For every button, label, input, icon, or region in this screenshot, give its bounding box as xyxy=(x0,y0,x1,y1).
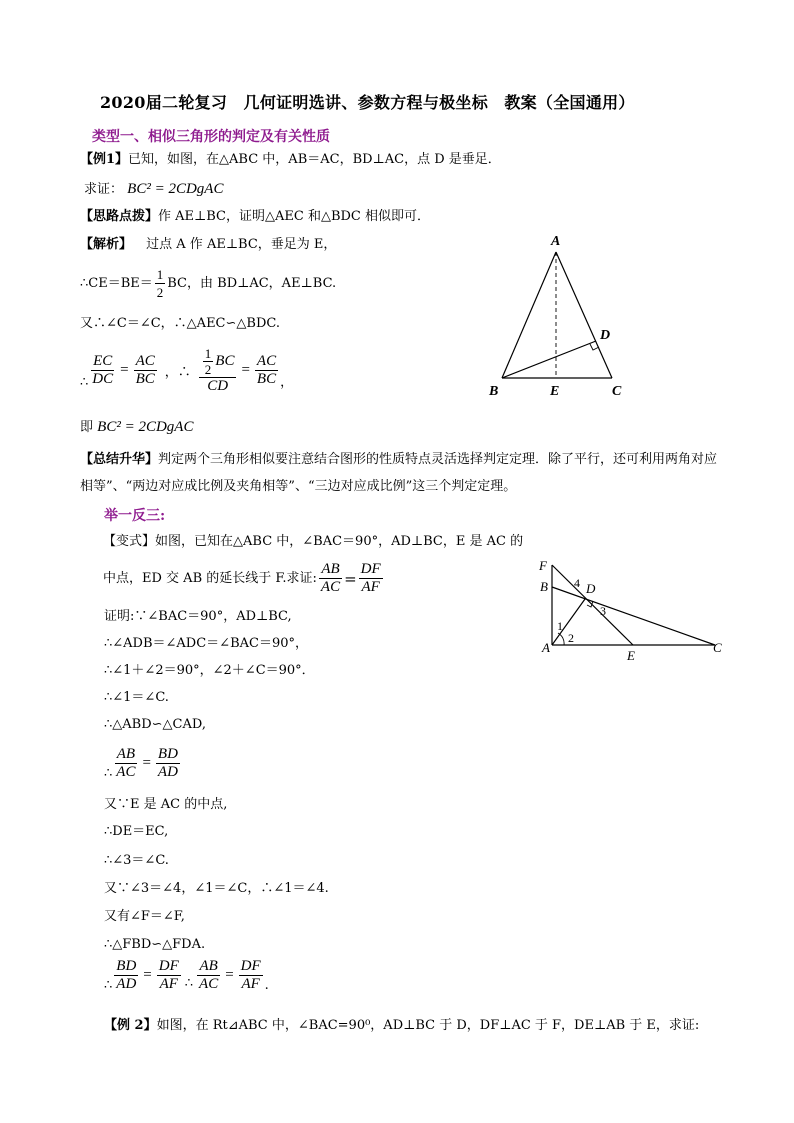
proof-proportion-2 xyxy=(104,958,269,993)
half-numerator: 1 xyxy=(156,267,164,282)
fraction-df-af xyxy=(157,958,181,993)
proof-line: ∴∠1＝∠C. xyxy=(104,690,169,705)
proof-line: 又有∠F＝∠F, xyxy=(104,909,185,924)
section-heading: 类型一、相似三角形的判定及有关性质 xyxy=(92,129,330,145)
therefore-symbol: ∴ xyxy=(104,978,113,993)
frac-den: AF xyxy=(159,976,178,992)
inner-den: 2 xyxy=(204,362,212,377)
frac-num: AB xyxy=(199,958,218,974)
example1-label: 【例1】 xyxy=(80,152,129,167)
frac-num: AB xyxy=(321,561,340,577)
proof-line: ∴∠ADB＝∠ADC＝∠BAC＝90°， xyxy=(104,636,309,651)
half-fraction xyxy=(155,266,166,301)
frac-num: DF xyxy=(360,561,381,577)
summary-label: 【总结升华】 xyxy=(80,452,159,467)
variant-line xyxy=(103,533,523,551)
proof-line: 又∵∠3＝∠4，∠1＝∠C，∴∠1＝∠4. xyxy=(104,881,329,896)
frac-num: AC xyxy=(256,353,277,369)
frac-num xyxy=(199,346,237,378)
line-bc xyxy=(552,587,715,645)
comma: ， xyxy=(280,375,294,390)
label-d: D xyxy=(600,328,611,343)
hint-label: 【思路点拨】 xyxy=(80,209,159,224)
frac-den: BC xyxy=(256,371,277,387)
frac-num: EC xyxy=(93,353,113,369)
ce-be-suffix: BC，由 BD⊥AC，AE⊥BC. xyxy=(167,275,337,291)
prove-line xyxy=(84,180,223,199)
angle-4: 4 xyxy=(574,576,580,590)
label-f: F xyxy=(539,558,547,573)
result-formula: BC² = 2CDgAC xyxy=(97,419,194,435)
period: . xyxy=(264,978,269,993)
equals-sign: = xyxy=(344,569,357,588)
fraction-ab-ac xyxy=(319,561,342,596)
fraction-df-af xyxy=(359,561,383,596)
similar-line: 又∴∠C＝∠C，∴△AEC∽△BDC. xyxy=(80,316,280,331)
example1-text: 已知，如图，在△ABC 中，AB＝AC，BD⊥AC，点 D 是垂足． xyxy=(128,152,501,167)
hint-line xyxy=(80,208,430,226)
label-b: B xyxy=(489,384,499,399)
label-e: E xyxy=(550,384,560,399)
frac-num: AC xyxy=(135,353,155,369)
frac-den: AC xyxy=(320,579,341,595)
variant-prove-text: 中点，ED 交 AB 的延长线于 F.求证: xyxy=(103,570,317,586)
fraction-df-af-2 xyxy=(239,958,263,993)
proof-line: ∴∠3＝∠C. xyxy=(104,853,169,868)
side-ab xyxy=(502,252,556,378)
solution-text: 过点 A 作 AE⊥BC，垂足为 E， xyxy=(146,237,337,252)
prove-label: 求证： xyxy=(84,182,124,197)
proof-line: 又∵E 是 AC 的中点, xyxy=(104,797,228,812)
example2-statement xyxy=(104,1017,699,1035)
fraction-half-bc-cd xyxy=(199,346,237,395)
proof-block-2 xyxy=(104,796,329,963)
proof-block-1 xyxy=(104,608,315,743)
page-title: 2020届二轮复习 几何证明选讲、参数方程与极坐标 教案（全国通用） xyxy=(100,93,635,112)
proof-line: ∴∠1＋∠2＝90°，∠2＋∠C＝90°． xyxy=(104,663,315,678)
therefore-symbol: ∴ xyxy=(80,375,89,390)
frac-den: AF xyxy=(361,579,380,595)
variant-label: 【变式】 xyxy=(103,534,156,549)
equals-sign: = xyxy=(143,967,152,983)
fraction-ac-bc xyxy=(134,353,157,388)
proof-line: 证明:∵∠BAC＝90°，AD⊥BC, xyxy=(104,609,292,624)
equals-sign: = xyxy=(225,967,234,983)
example2-label: 【例 2】 xyxy=(104,1018,157,1033)
label-c: C xyxy=(713,640,722,655)
separator: ，∴ xyxy=(164,365,191,380)
solution-line xyxy=(80,236,336,254)
fraction-ac-bc-2 xyxy=(255,353,278,388)
half-denominator: 2 xyxy=(156,285,164,300)
proof-line: ∴△FBD∽△FDA. xyxy=(104,937,206,952)
equals-sign: = xyxy=(120,362,129,378)
variant-text: 如图，已知在△ABC 中，∠BAC＝90°，AD⊥BC，E 是 AC 的 xyxy=(155,534,524,549)
example1-statement xyxy=(80,151,501,169)
frac-num: DF xyxy=(158,958,179,974)
frac-num: BD xyxy=(116,958,137,974)
fraction-ab-ac xyxy=(197,958,220,993)
proportion-equations xyxy=(80,346,293,395)
label-a: A xyxy=(542,640,550,655)
frac-num: AB xyxy=(116,746,136,762)
proof-proportion-1 xyxy=(104,746,182,781)
prove-formula: BC² = 2CDgAC xyxy=(127,181,224,197)
practice-heading: 举一反三: xyxy=(104,508,166,524)
inner-half xyxy=(203,346,214,377)
proof-line: ∴△ABD∽△CAD, xyxy=(104,717,206,732)
figure-triangle-abc xyxy=(480,228,640,403)
therefore-symbol: ∴ xyxy=(184,976,194,991)
frac-den: AD xyxy=(157,764,178,780)
result-line xyxy=(80,418,193,437)
angle-3: 3 xyxy=(600,604,606,618)
angle-2: 2 xyxy=(568,631,574,645)
frac-num: DF xyxy=(240,958,261,974)
label-b: B xyxy=(540,579,548,594)
label-c: C xyxy=(612,384,622,399)
fraction-ec-dc xyxy=(90,353,115,388)
equals-sign: = xyxy=(142,755,151,771)
variant-prove-line xyxy=(103,561,385,596)
therefore-symbol: ∴ xyxy=(104,766,113,781)
frac-den: AF xyxy=(241,976,260,992)
label-a: A xyxy=(551,234,561,249)
summary-text: 判定两个三角形相似要注意结合图形的性质特点灵活选择判定定理．除了平行，还可利用两角对应相等”、“两边对应成比例及夹角相等”、“三边对应成比例”这三个判定定理。 xyxy=(80,452,718,494)
solution-label: 【解析】 xyxy=(80,237,133,252)
proof-line: ∴DE＝EC, xyxy=(104,824,169,839)
inner-num: 1 xyxy=(204,346,212,361)
frac-den: AD xyxy=(116,976,137,992)
angle-1: 1 xyxy=(557,619,563,633)
label-e: E xyxy=(627,648,635,663)
label-d: D xyxy=(586,581,596,596)
equals-sign: = xyxy=(241,362,250,378)
fraction-ab-ac xyxy=(114,746,137,781)
side-ac xyxy=(556,252,612,378)
frac-den: AC xyxy=(199,976,219,992)
ce-be-prefix: ∴CE＝BE＝ xyxy=(80,275,153,291)
fraction-bd-ad xyxy=(156,746,180,781)
frac-den: DC xyxy=(92,371,114,387)
summary-paragraph xyxy=(80,446,720,500)
line-fe xyxy=(552,565,633,645)
result-label: 即 xyxy=(80,420,94,435)
ce-be-line xyxy=(80,266,336,301)
inner-var: BC xyxy=(215,353,235,369)
hint-text: 作 AE⊥BC，证明△AEC 和△BDC 相似即可． xyxy=(158,209,431,224)
frac-den: BC xyxy=(135,371,155,387)
figure-right-triangle xyxy=(530,555,730,665)
frac-num: BD xyxy=(157,746,178,762)
frac-den: AC xyxy=(116,764,136,780)
fraction-bd-ad xyxy=(114,958,138,993)
frac-den: CD xyxy=(207,378,229,394)
example2-text: 如图，在 Rt⊿ABC 中，∠BAC=90⁰，AD⊥BC 于 D，DF⊥AC 于 F，DE⊥AB 于 E，求证: xyxy=(156,1018,700,1033)
